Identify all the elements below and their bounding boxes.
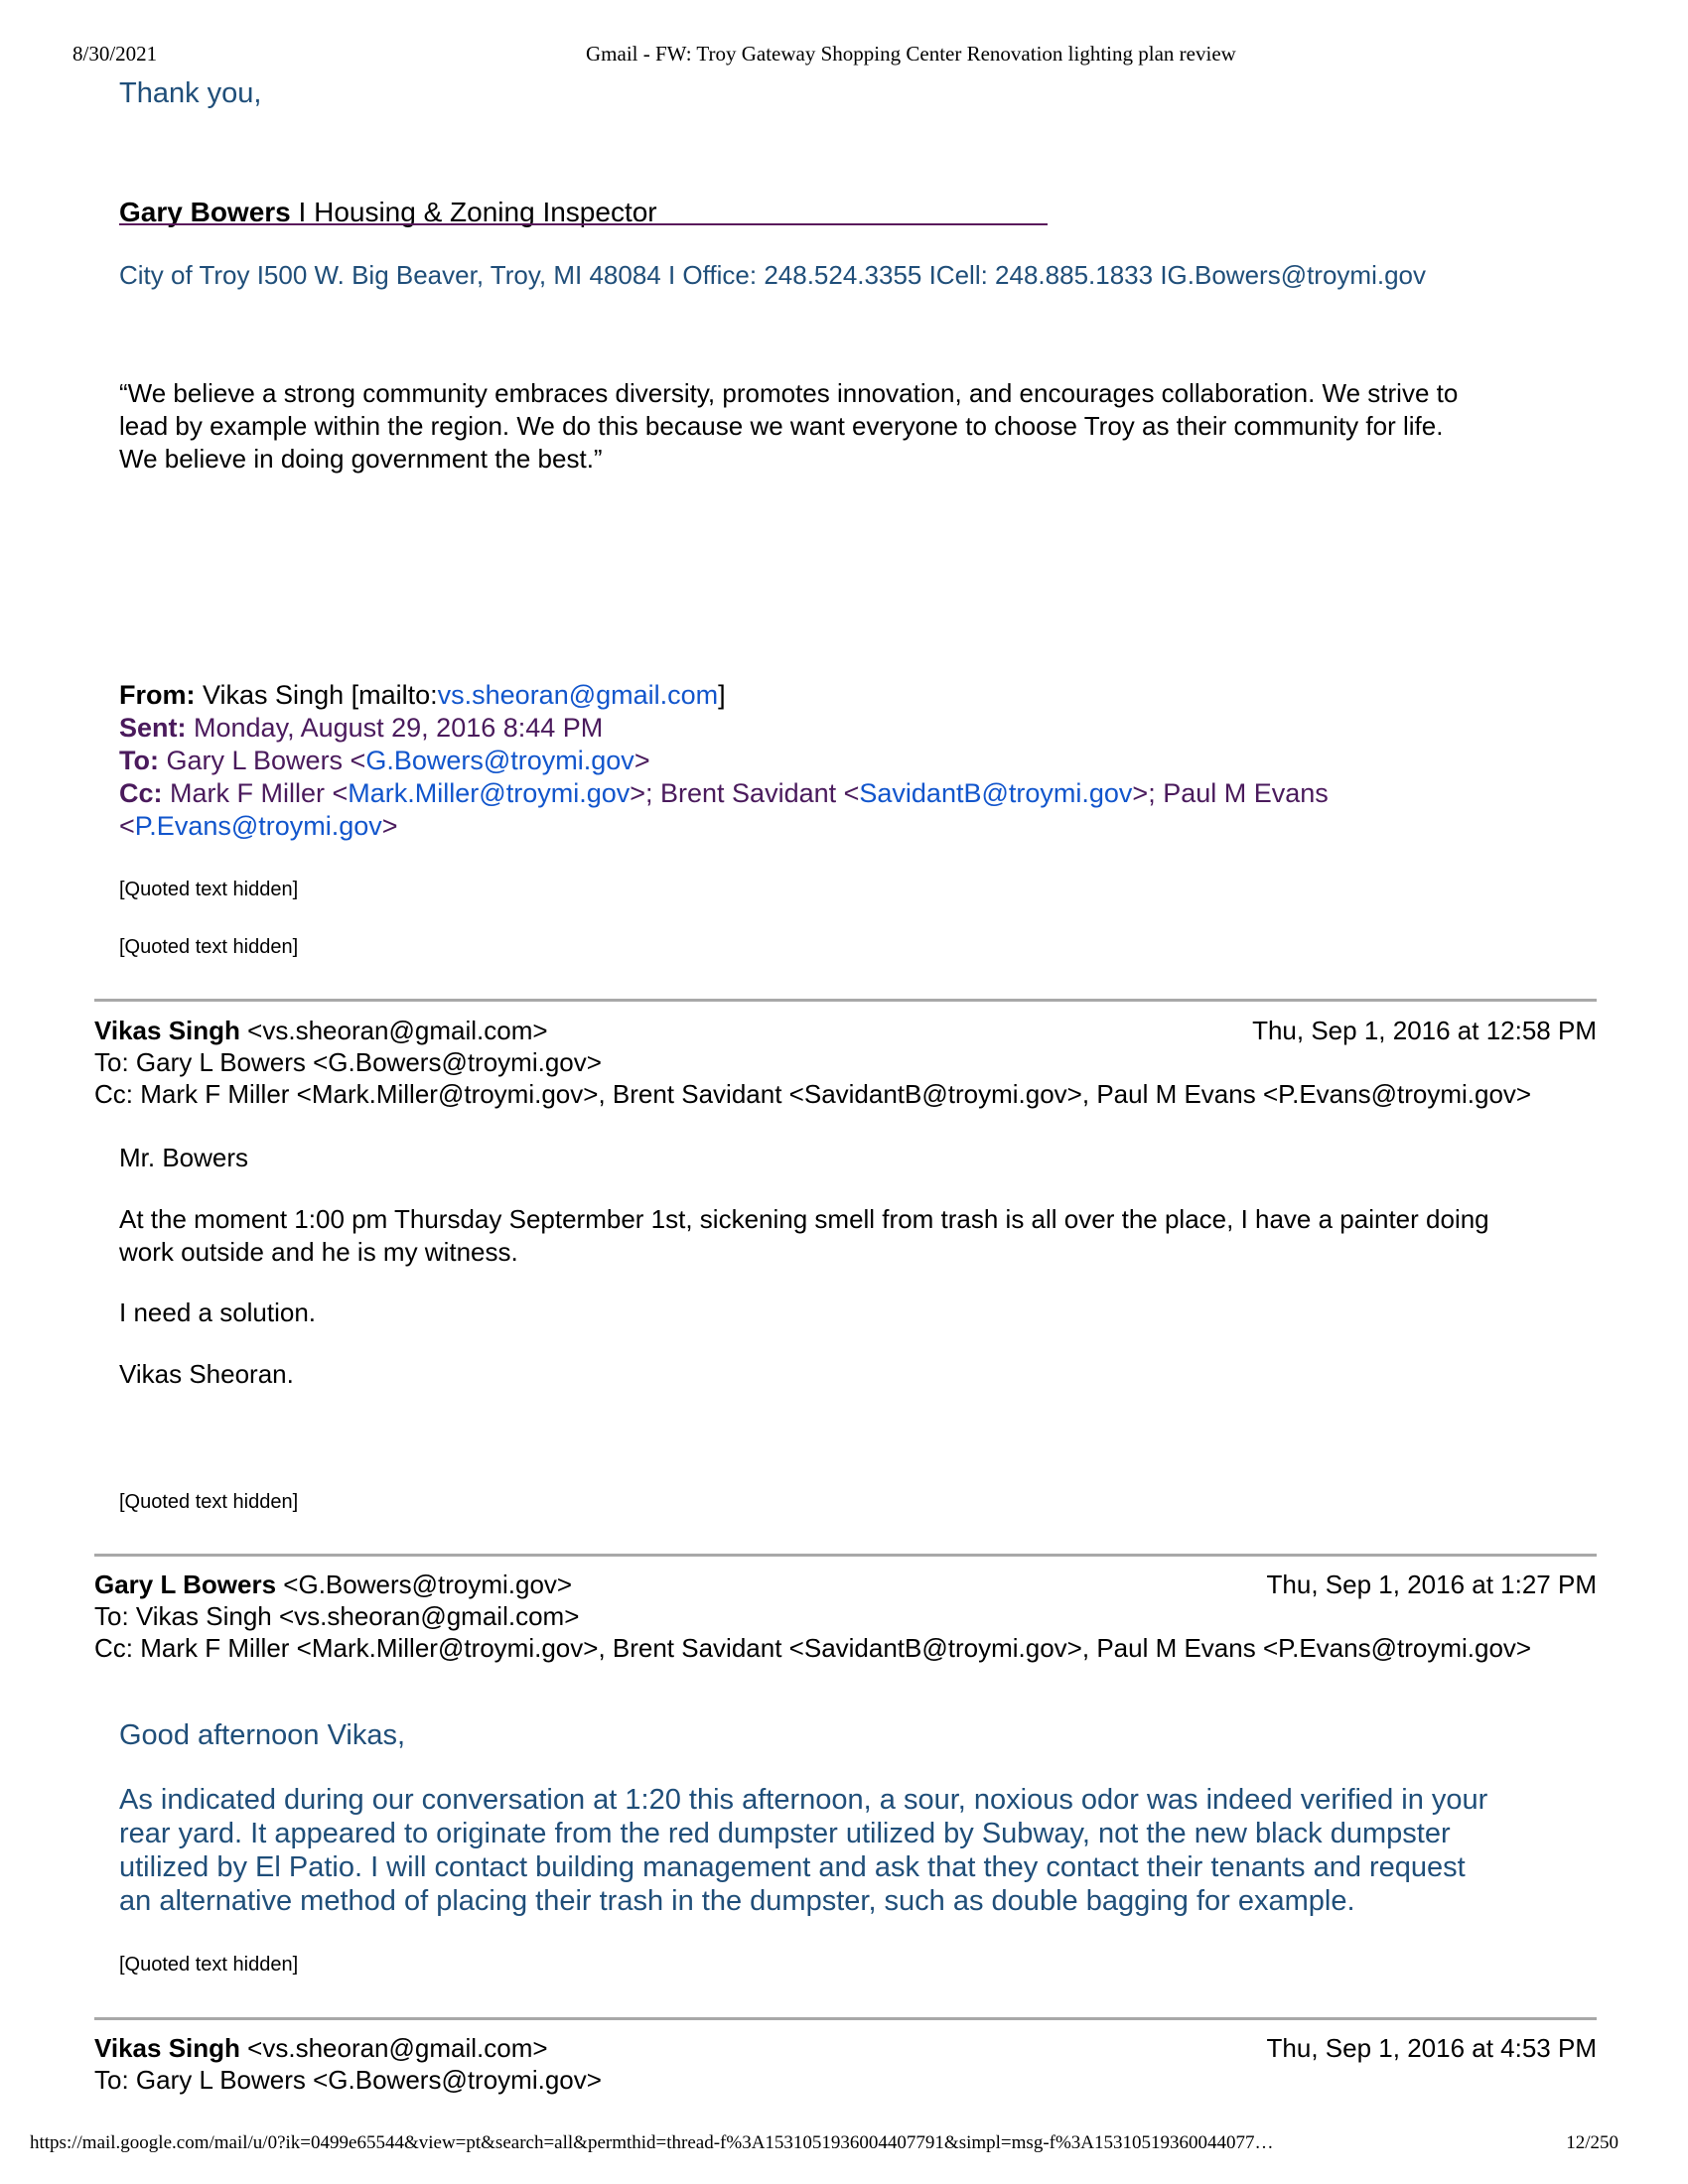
forward-to-line bbox=[119, 745, 650, 777]
signature-sep: I bbox=[290, 197, 315, 227]
cc-name1: Mark F Miller < bbox=[170, 778, 349, 808]
quote-line: “We believe a strong community embraces diversity, promotes innovation, and encourages collaboration. We strive to bbox=[119, 378, 1459, 408]
sender-email: <vs.sheoran@gmail.com> bbox=[247, 2033, 548, 2063]
cc-label: Cc: bbox=[119, 778, 163, 808]
signature-contact bbox=[119, 260, 1426, 291]
signature-underline bbox=[119, 223, 1048, 225]
cc-email-link-2[interactable]: SavidantB@troymi.gov bbox=[859, 778, 1133, 808]
cc-name3: >; Paul M Evans bbox=[1132, 778, 1329, 808]
paragraph-line: At the moment 1:00 pm Thursday Septermber 1st, sickening smell from trash is all over the place, I have a painter doing bbox=[119, 1204, 1489, 1234]
from-name: Vikas Singh [mailto: bbox=[203, 680, 438, 710]
message-sender bbox=[94, 1569, 572, 1601]
contact-email-link[interactable]: G.Bowers@troymi.gov bbox=[1167, 260, 1427, 290]
print-date: 8/30/2021 bbox=[72, 42, 158, 66]
to-email-link[interactable]: G.Bowers@troymi.gov bbox=[365, 746, 634, 775]
paragraph-line: an alternative method of placing their trash in the dumpster, such as double bagging for example. bbox=[119, 1885, 1355, 1917]
closing-text: Thank you, bbox=[119, 77, 262, 109]
sender-email: <G.Bowers@troymi.gov> bbox=[283, 1570, 573, 1599]
from-close: ] bbox=[718, 680, 726, 710]
quoted-text-hidden-toggle[interactable]: [Quoted text hidden] bbox=[119, 1491, 299, 1513]
signature-name: Gary Bowers bbox=[119, 197, 291, 227]
message-divider bbox=[94, 1554, 1597, 1557]
quote-line: lead by example within the region. We do this because we want everyone to choose Troy as their community for life. bbox=[119, 411, 1444, 441]
print-page-number: 12/250 bbox=[1566, 2132, 1618, 2153]
quoted-text-hidden-toggle[interactable]: [Quoted text hidden] bbox=[119, 879, 299, 900]
quoted-text-hidden-toggle[interactable]: [Quoted text hidden] bbox=[119, 1954, 299, 1976]
message-to: To: Gary L Bowers <G.Bowers@troymi.gov> bbox=[94, 2065, 602, 2095]
cc-email-link-3[interactable]: P.Evans@troymi.gov bbox=[134, 811, 382, 841]
message-date: Thu, Sep 1, 2016 at 12:58 PM bbox=[1252, 1016, 1597, 1045]
forward-from-line bbox=[119, 679, 726, 712]
signature-role: Housing & Zoning Inspector bbox=[314, 197, 657, 227]
forward-cc-line bbox=[119, 777, 1329, 810]
message-to: To: Gary L Bowers <G.Bowers@troymi.gov> bbox=[94, 1047, 602, 1077]
sender-name: Gary L Bowers bbox=[94, 1570, 277, 1599]
message-divider bbox=[94, 999, 1597, 1002]
message-to: To: Vikas Singh <vs.sheoran@gmail.com> bbox=[94, 1601, 580, 1631]
from-email-link[interactable]: vs.sheoran@gmail.com bbox=[437, 680, 719, 710]
cc-name2: >; Brent Savidant < bbox=[630, 778, 860, 808]
cc-open: < bbox=[119, 811, 135, 841]
message-paragraph bbox=[119, 1203, 1489, 1269]
cc-email-link-1[interactable]: Mark.Miller@troymi.gov bbox=[348, 778, 631, 808]
message-date: Thu, Sep 1, 2016 at 1:27 PM bbox=[1266, 1570, 1597, 1599]
message-greeting: Mr. Bowers bbox=[119, 1143, 249, 1172]
contact-text: City of Troy I500 W. Big Beaver, Troy, MI 48084 I Office: 248.524.3355 ICell: 248.885.1833 I bbox=[119, 260, 1168, 290]
paragraph-line: work outside and he is my witness. bbox=[119, 1237, 518, 1267]
quoted-text-hidden-toggle[interactable]: [Quoted text hidden] bbox=[119, 936, 299, 958]
message-paragraph bbox=[119, 1783, 1487, 1918]
message-date: Thu, Sep 1, 2016 at 4:53 PM bbox=[1266, 2033, 1597, 2063]
from-label: From: bbox=[119, 680, 196, 710]
message-sender bbox=[94, 1015, 548, 1047]
sender-email: <vs.sheoran@gmail.com> bbox=[247, 1016, 548, 1045]
to-label: To: bbox=[119, 746, 159, 775]
forward-cc-line-cont bbox=[119, 810, 398, 843]
paragraph-line: As indicated during our conversation at 1:20 this afternoon, a sour, noxious odor was indeed verified in your bbox=[119, 1784, 1488, 1816]
sender-name: Vikas Singh bbox=[94, 2033, 240, 2063]
message-cc: Cc: Mark F Miller <Mark.Miller@troymi.gov>, Brent Savidant <SavidantB@troymi.gov>, Paul M Evans <P.Evans@troymi.gov> bbox=[94, 1633, 1532, 1663]
sent-label: Sent: bbox=[119, 713, 187, 743]
to-close: > bbox=[633, 746, 650, 775]
message-cc: Cc: Mark F Miller <Mark.Miller@troymi.gov>, Brent Savidant <SavidantB@troymi.gov>, Paul M Evans <P.Evans@troymi.gov> bbox=[94, 1079, 1532, 1109]
print-title: Gmail - FW: Troy Gateway Shopping Center Renovation lighting plan review bbox=[586, 42, 1236, 66]
forward-sent-line bbox=[119, 712, 603, 745]
message-sender bbox=[94, 2032, 548, 2065]
message-signoff: Vikas Sheoran. bbox=[119, 1359, 294, 1389]
sender-name: Vikas Singh bbox=[94, 1016, 240, 1045]
message-paragraph: I need a solution. bbox=[119, 1297, 317, 1327]
paragraph-line: utilized by El Patio. I will contact building management and ask that they contact their tenants and request bbox=[119, 1851, 1466, 1883]
sent-value: Monday, August 29, 2016 8:44 PM bbox=[194, 713, 604, 743]
print-url: https://mail.google.com/mail/u/0?ik=0499e65544&view=pt&search=all&permthid=thread-f%3A1531051936004407791&simpl=msg-f%3A15310519360044077… bbox=[30, 2132, 1274, 2153]
to-name: Gary L Bowers < bbox=[166, 746, 366, 775]
message-greeting: Good afternoon Vikas, bbox=[119, 1719, 406, 1751]
cc-close: > bbox=[381, 811, 398, 841]
paragraph-line: rear yard. It appeared to originate from the red dumpster utilized by Subway, not the new black dumpster bbox=[119, 1818, 1451, 1849]
mission-quote bbox=[119, 377, 1458, 476]
quote-line: We believe in doing government the best.” bbox=[119, 444, 603, 474]
message-divider bbox=[94, 2017, 1597, 2020]
